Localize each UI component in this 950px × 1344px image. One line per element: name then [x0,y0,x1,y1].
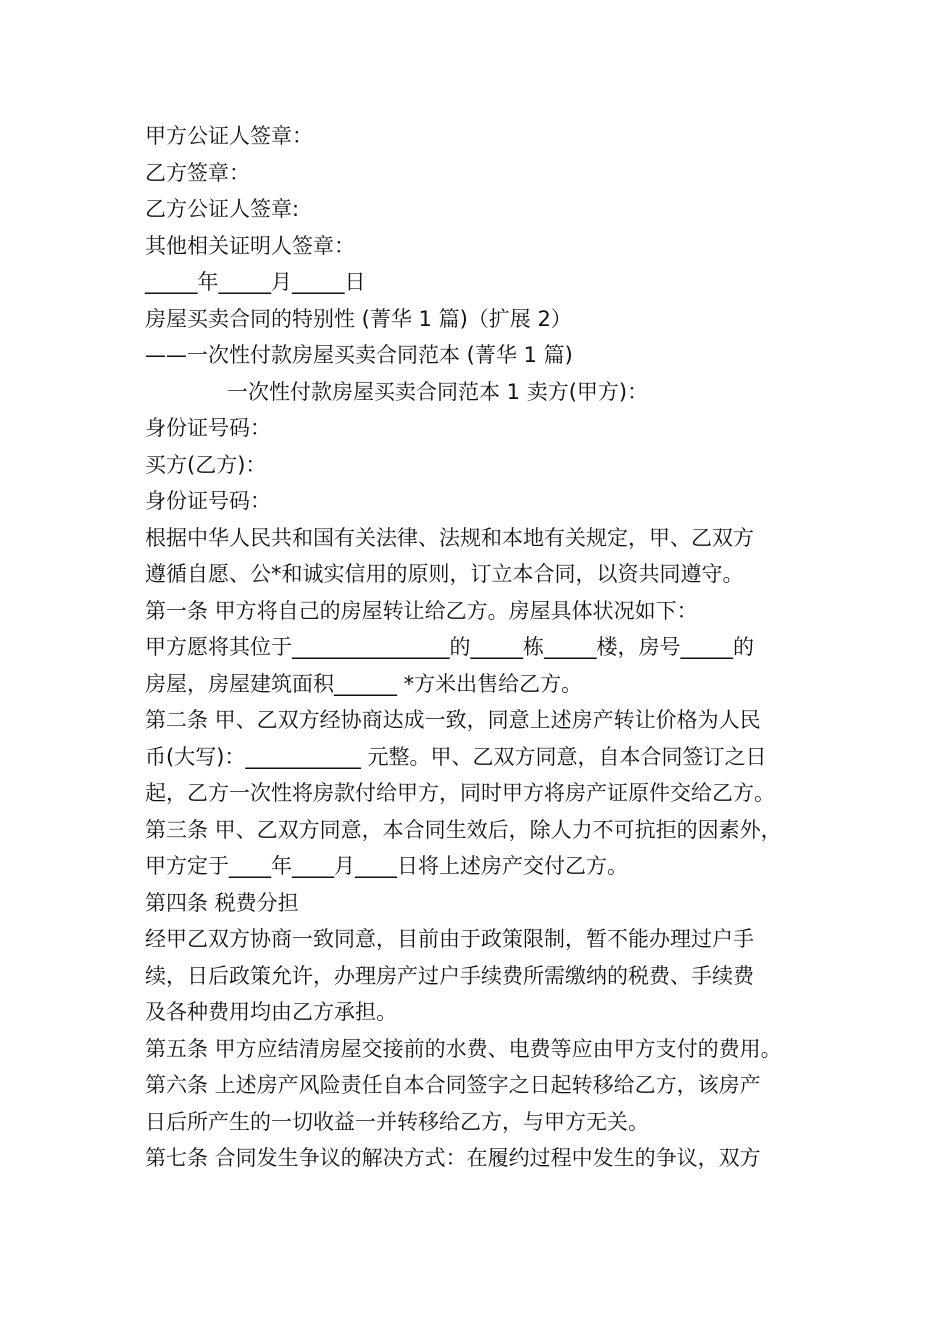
article-2-line: 第二条 甲、乙双方经协商达成一致，同意上述房产转让价格为人民 [145,708,761,732]
date-line: _____年_____月_____日 [145,270,366,294]
article-4-line: 经甲乙双方协商一致同意，目前由于政策限制，暂不能办理过户手 [145,927,754,951]
article-3-line: 第三条 甲、乙双方同意，本合同生效后，除人力不可抗拒的因素外， [145,817,782,842]
section-heading: 房屋买卖合同的特别性 (菁华 1 篇)（扩展 2） [145,306,572,331]
article-5-line: 第五条 甲方应结清房屋交接前的水费、电费等应由甲方支付的费用。 [145,1036,782,1061]
buyer-id-line: 身份证号码： [145,489,271,513]
signature-line-party-b-notary: 乙方公证人签章: [145,197,300,221]
article-7-line: 第七条 合同发生争议的解决方式：在履约过程中发生的争议，双方 [145,1146,761,1170]
seller-id-line: 身份证号码： [145,416,271,440]
article-1-line: 第一条 甲方将自己的房屋转让给乙方。房屋具体状况如下： [145,598,698,623]
article-6-line: 第六条 上述房产风险责任自本合同签字之日起转移给乙方，该房产 [145,1073,761,1097]
article-1-line: 房屋，房屋建筑面积______ *方米出售给乙方。 [145,671,583,696]
signature-line-other-witness: 其他相关证明人签章： [145,233,355,258]
article-4-heading: 第四条 税费分担 [145,890,299,915]
article-4-line: 续，日后政策允许，办理房产过户手续费所需缴纳的税费、手续费 [145,963,754,988]
preamble-line: 遵循自愿、公*和诚实信用的原则，订立本合同，以资共同遵守。 [145,562,744,586]
signature-line-party-b: 乙方签章： [145,160,250,185]
article-1-line: 甲方愿将其位于_______________的_____栋_____楼，房号_____的 [145,635,754,659]
article-4-line: 及各种费用均由乙方承担。 [145,1000,397,1024]
section-subheading: ——一次性付款房屋买卖合同范本 (菁华 1 篇) [145,343,573,367]
article-2-line: 币(大写)：___________ 元整。甲、乙双方同意，自本合同签订之日 [145,744,767,769]
signature-line-party-a-notary: 甲方公证人签章： [145,124,313,148]
article-3-line: 甲方定于____年____月____日将上述房产交付乙方。 [145,854,628,878]
document-body [145,118,825,1177]
preamble-line: 根据中华人民共和国有关法律、法规和本地有关规定，甲、乙双方 [145,525,754,550]
buyer-line: 买方(乙方)： [145,452,267,477]
contract-title-seller: 一次性付款房屋买卖合同范本 1 卖方(甲方)： [227,379,649,404]
article-2-line: 起，乙方一次性将房款付给甲方，同时甲方将房产证原件交给乙方。 [145,781,775,805]
article-6-line: 日后所产生的一切收益一并转移给乙方，与甲方无关。 [145,1109,649,1134]
